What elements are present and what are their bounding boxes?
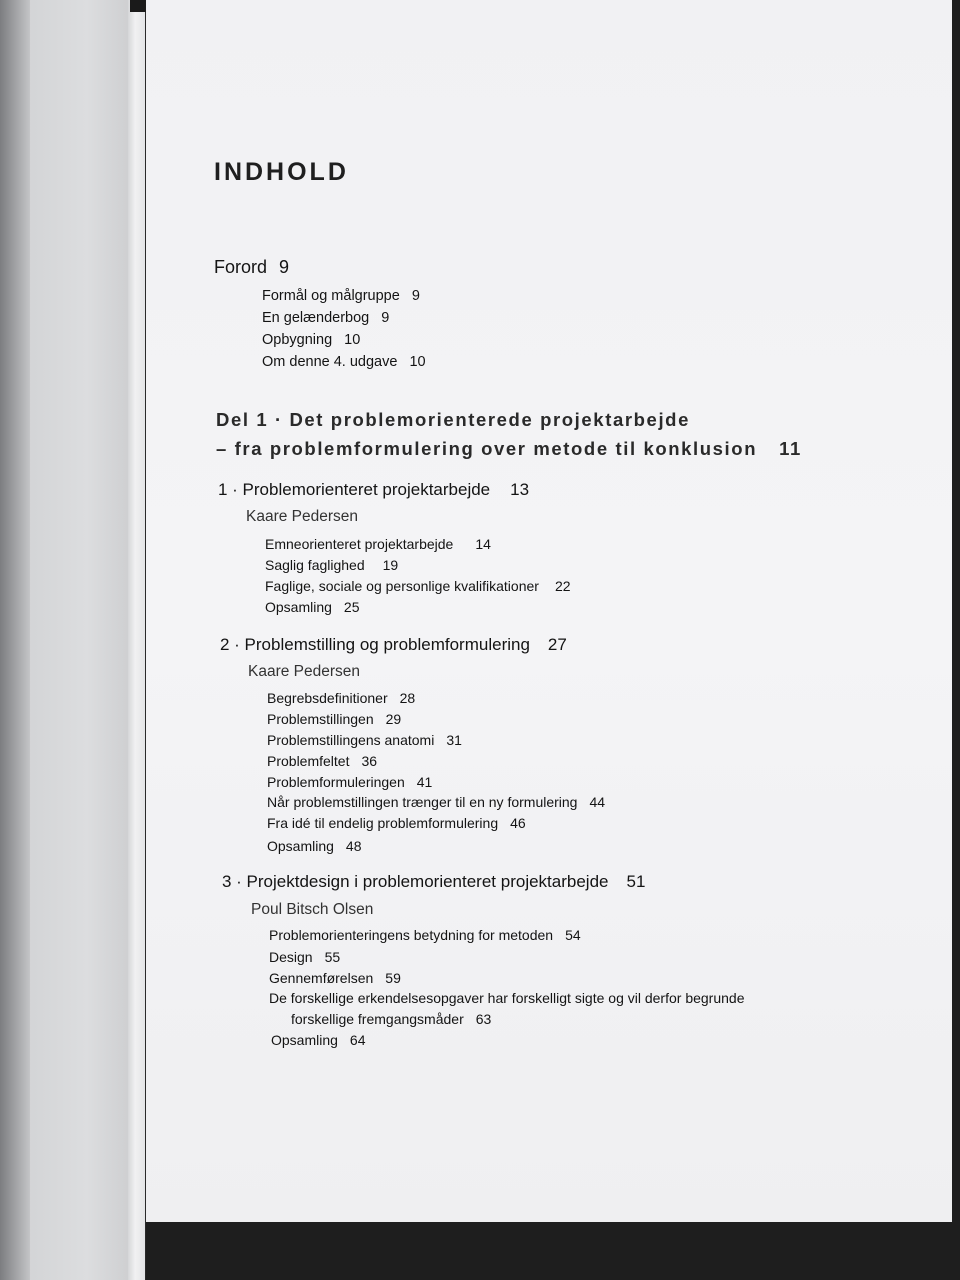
toc-item: Om denne 4. udgave 10	[262, 354, 426, 370]
toc-page	[146, 0, 952, 1222]
toc-item: Når problemstillingen trænger til en ny formulering 44	[267, 794, 606, 810]
toc-item: Begrebsdefinitioner 28	[267, 690, 416, 706]
part1-title-line2: – fra problemformulering over metode til konklusion 11	[216, 438, 802, 459]
toc-item: Gennemførelsen 59	[269, 970, 401, 986]
left-page-shadow	[0, 0, 30, 1280]
toc-item: De forskellige erkendelsesopgaver har forskelligt sigte og vil derfor begrunde	[269, 990, 745, 1006]
toc-item: Opsamling 25	[265, 599, 360, 615]
toc-item: Problemstillingens anatomi 31	[267, 732, 462, 748]
right-background	[952, 0, 960, 1280]
toc-item: forskellige fremgangsmåder 63	[291, 1011, 492, 1027]
chapter-author: Poul Bitsch Olsen	[251, 901, 374, 918]
toc-item: Design 55	[269, 949, 341, 965]
toc-item: Emneorienteret projektarbejde 14	[265, 536, 491, 552]
chapter-title: 2 · Problemstilling og problemformulering 27	[220, 635, 567, 654]
left-page	[0, 0, 145, 1280]
chapter-author: Kaare Pedersen	[248, 663, 361, 680]
part1-title-line1: Del 1 · Det problemorienterede projektarbejde	[216, 409, 690, 430]
chapter-author: Kaare Pedersen	[246, 508, 359, 525]
chapter-title: 3 · Projektdesign i problemorienteret projektarbejde 51	[222, 872, 646, 891]
toc-item: Formål og målgruppe 9	[262, 288, 420, 304]
toc-item: En gelænderbog 9	[262, 310, 390, 326]
toc-item: Opsamling 64	[271, 1032, 366, 1048]
toc-item: Fra idé til endelig problemformulering 46	[267, 815, 526, 831]
page-edge	[128, 0, 145, 1280]
toc-item: Problemfeltet 36	[267, 753, 378, 769]
toc-item: Problemorienteringens betydning for metoden 54	[269, 927, 581, 943]
chapter-title: 1 · Problemorienteret projektarbejde 13	[218, 480, 530, 499]
toc-item: Opbygning 10	[262, 332, 361, 348]
toc-item: Problemformuleringen 41	[267, 774, 433, 790]
toc-forord	[214, 257, 289, 278]
toc-item: Opsamling 48	[267, 838, 362, 854]
part1-page: 11	[779, 438, 802, 459]
toc-item: Saglig faglighed 19	[265, 557, 399, 573]
toc-item: Problemstillingen 29	[267, 711, 402, 727]
forord-label: Forord	[214, 257, 268, 277]
page-title: INDHOLD	[214, 158, 349, 186]
forord-page: 9	[279, 257, 290, 277]
bottom-background	[146, 1222, 960, 1280]
toc-item: Faglige, sociale og personlige kvalifikationer 22	[265, 578, 571, 594]
